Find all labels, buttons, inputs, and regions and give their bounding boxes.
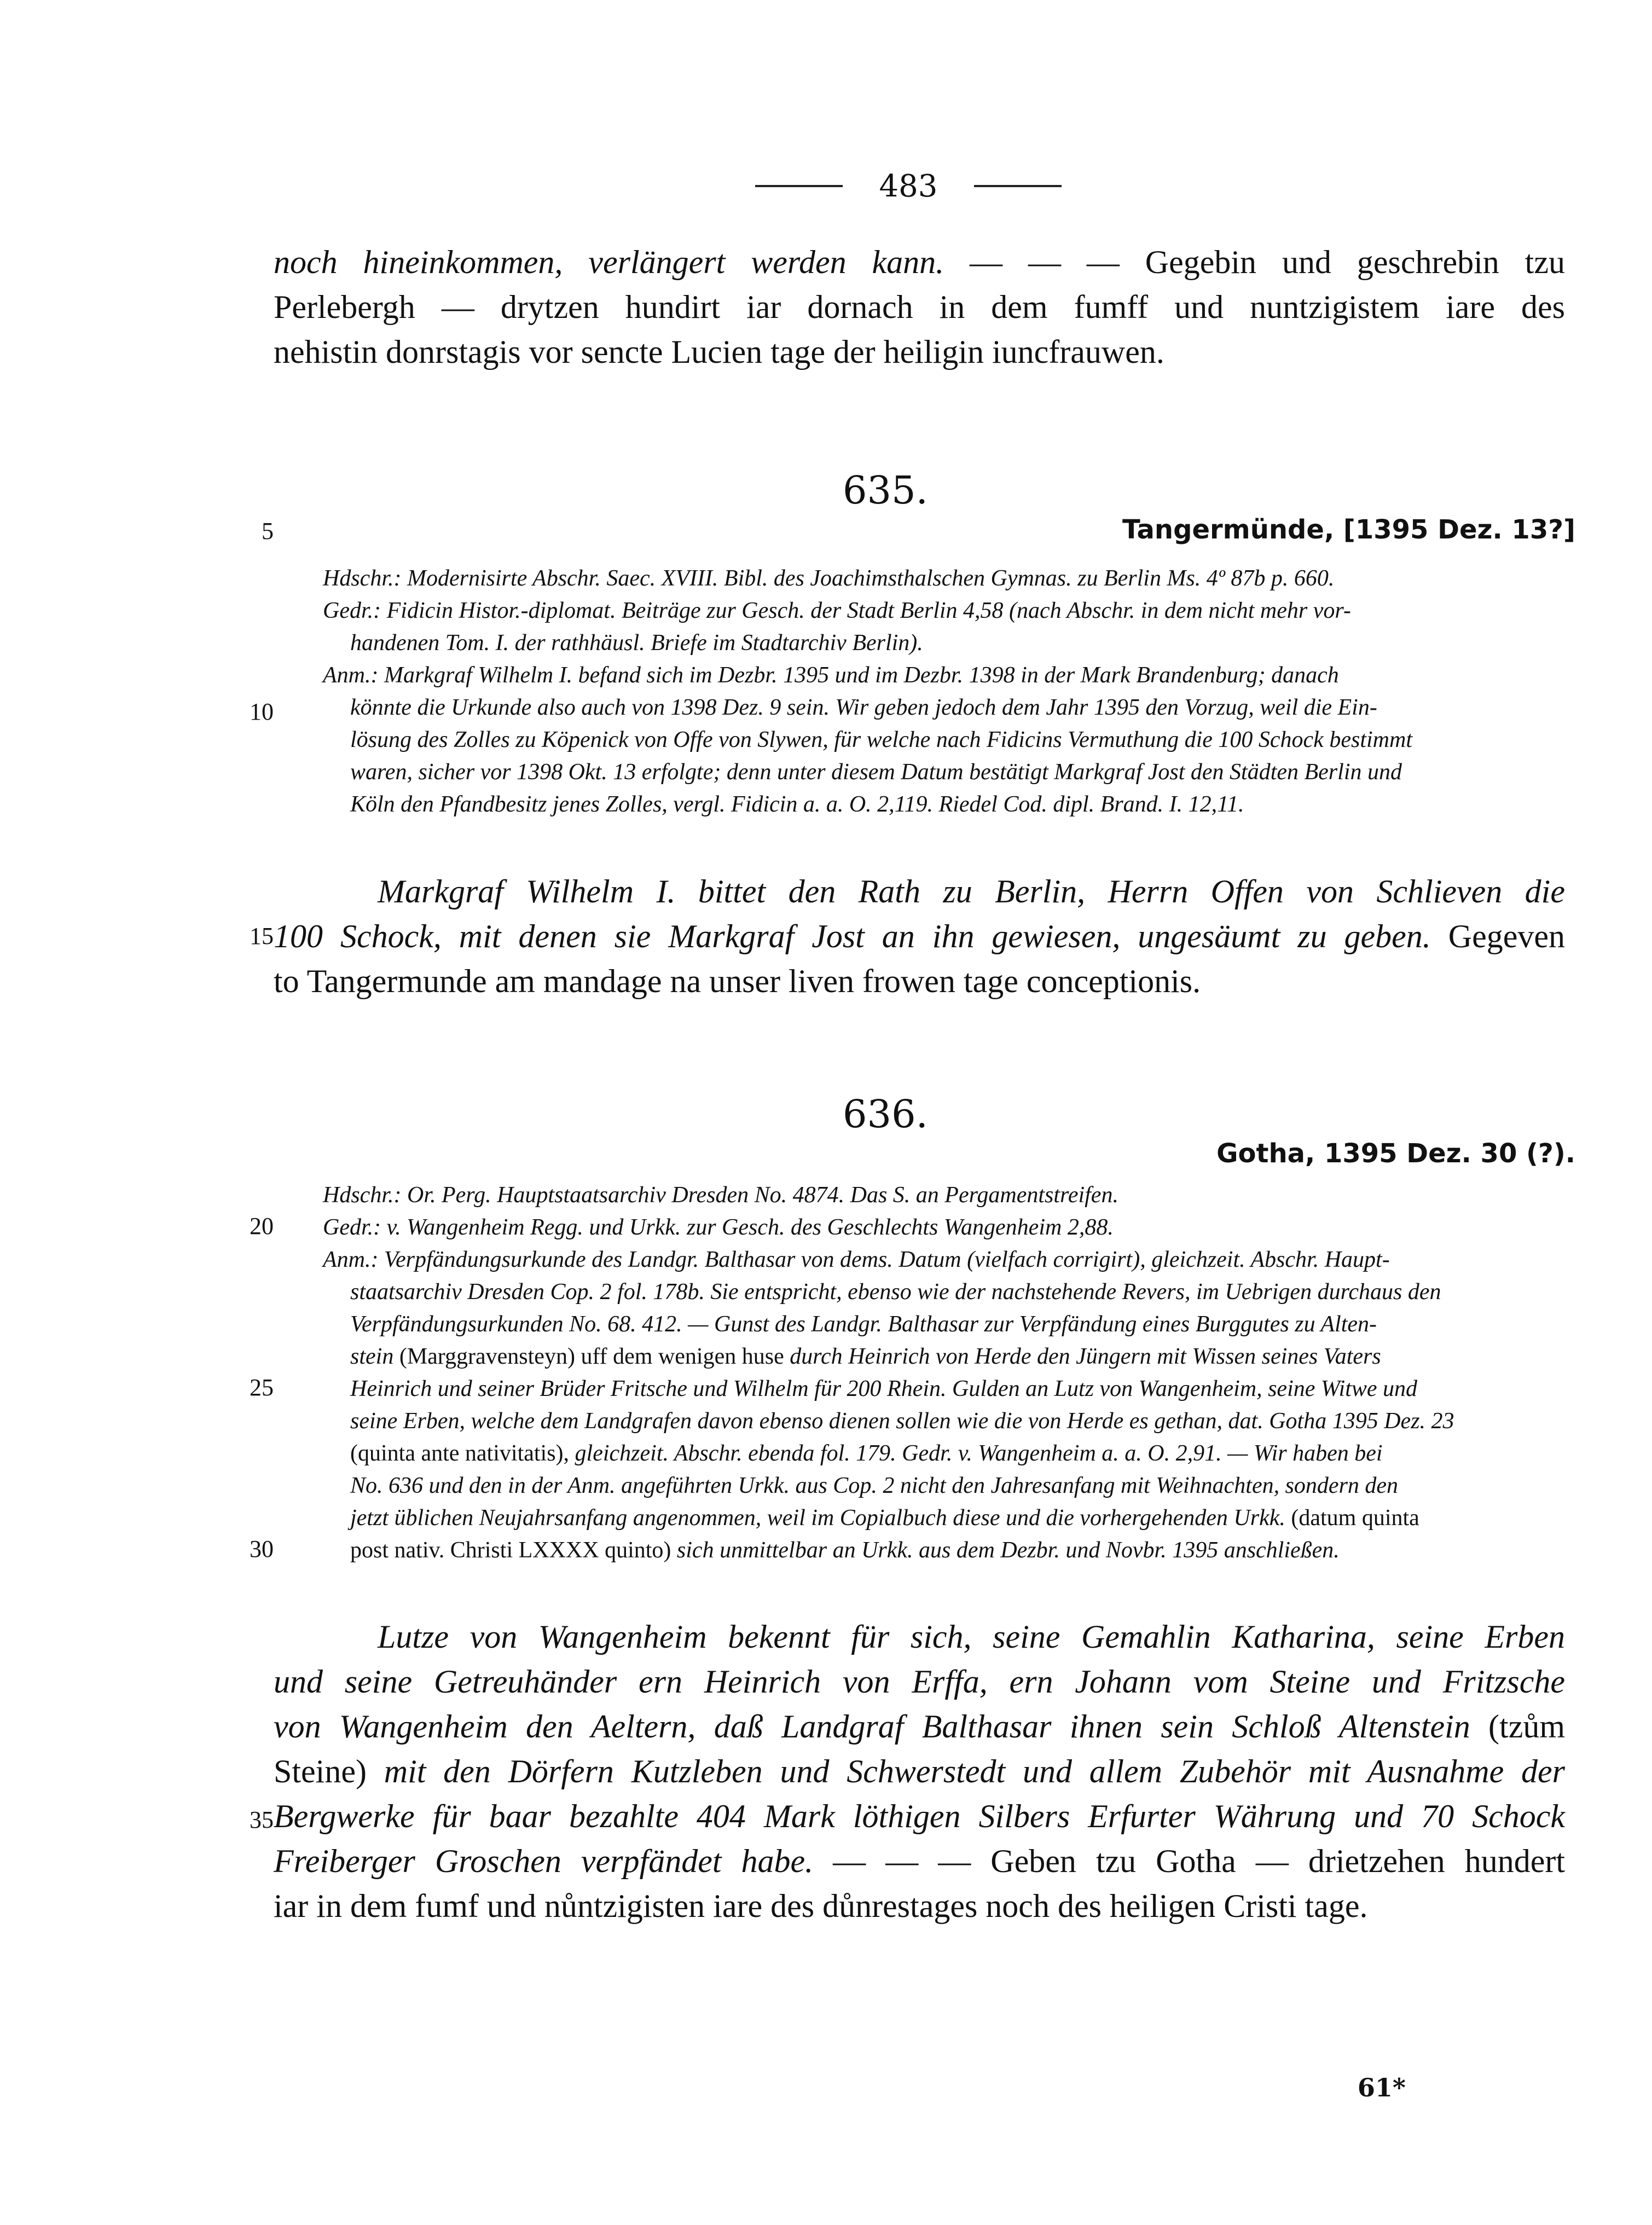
- regest-line-3: von Wangenheim den Aeltern, daß Landgraf Balthasar ihnen sein Schloß Altenstein (tzům: [274, 1708, 1566, 1745]
- regest-line-3: to Tangermunde am mandage na unser liven frowen tage conceptionis.: [274, 963, 1201, 999]
- apparatus-line: Anm.: Verpfändungsurkunde des Landgr. Balthasar von dems. Datum (vielfach corrigirt), gleichzeit. Abschr. Haupt-: [323, 1247, 1390, 1272]
- regest-line-2: 100 Schock, mit denen sie Markgraf Jost an ihn gewiesen, ungesäumt zu geben. Gegeven: [274, 918, 1565, 954]
- apparatus-line: staatsarchiv Dresden Cop. 2 fol. 178b. Sie entspricht, ebenso wie der nachstehende Revers, im Uebrigen durchaus den: [350, 1279, 1441, 1305]
- doc-636-number: 636.: [843, 1092, 928, 1137]
- apparatus-line: seine Erben, welche dem Landgrafen davon ebenso dienen sollen wie die von Herde es gethan, dat. Gotha 1395 Dez. 23: [350, 1409, 1454, 1434]
- apparatus-line: Verpfändungsurkunden No. 68. 412. — Gunst des Landgr. Balthasar zur Verpfändung eines Burggutes zu Alten-: [350, 1312, 1377, 1337]
- doc-636-apparatus: [323, 1179, 1565, 1567]
- line-number: 20: [250, 1213, 274, 1239]
- regest-line-4: Steine) mit den Dörfern Kutzleben und Schwerstedt und allem Zubehör mit Ausnahme der: [274, 1753, 1566, 1789]
- doc-635-apparatus: [323, 563, 1565, 821]
- apparatus-line: könnte die Urkunde also auch von 1398 Dez. 9 sein. Wir geben jedoch dem Jahr 1395 den Vorzug, weil die Ein-: [350, 695, 1377, 720]
- page-number: 483: [879, 168, 938, 204]
- apparatus-line: stein (Marggravensteyn) uff dem wenigen huse durch Heinrich von Herde den Jüngern mit Wissen seines Vaters: [350, 1344, 1381, 1369]
- apparatus-line: Heinrich und seiner Brüder Fritsche und Wilhelm für 200 Rhein. Gulden an Lutz von Wangenheim, seine Witwe und: [350, 1376, 1418, 1401]
- intro-line-1: noch hineinkommen, verlängert werden kann. — — — Gegebin und geschrebin tzu: [274, 244, 1565, 280]
- regest-line-6: Freiberger Groschen verpfändet habe. — — — Geben tzu Gotha — drietzehen hundert: [274, 1843, 1565, 1879]
- regest-line-2: und seine Getreuhänder ern Heinrich von Erffa, ern Johann vom Steine und Fritzsche: [274, 1664, 1565, 1700]
- apparatus-line: waren, sicher vor 1398 Okt. 13 erfolgte; denn unter diesem Datum bestätigt Markgraf Jost den Städten Berlin und: [350, 760, 1402, 785]
- line-number: 10: [250, 698, 274, 725]
- apparatus-line: Gedr.: v. Wangenheim Regg. und Urkk. zur Gesch. des Geschlechts Wangenheim 2,88.: [323, 1215, 1114, 1240]
- line-number: 25: [250, 1374, 274, 1401]
- apparatus-line: jetzt üblichen Neujahrsanfang angenommen, weil im Copialbuch diese und die vorhergehenden Urkk. (datum quinta: [350, 1505, 1419, 1531]
- line-number: 15: [250, 923, 274, 949]
- apparatus-line: Köln den Pfandbesitz jenes Zolles, vergl. Fidicin a. a. O. 2,119. Riedel Cod. dipl. Brand. I. 12,11.: [350, 792, 1244, 817]
- intro-paragraph: [274, 240, 1565, 374]
- regest-line-7: iar in dem fumf und nůntzigisten iare des důnrestages noch des heiligen Cristi tage.: [274, 1888, 1368, 1924]
- page-header: [755, 164, 1062, 208]
- header-rule-left: [755, 185, 843, 187]
- regest-line-1: Lutze von Wangenheim bekennt für sich, seine Gemahlin Katharina, seine Erben: [378, 1619, 1565, 1655]
- apparatus-line: No. 636 und den in der Anm. angeführten Urkk. aus Cop. 2 nicht den Jahresanfang mit Weihnachten, sondern den: [350, 1473, 1399, 1498]
- apparatus-line: lösung des Zolles zu Köpenick von Offe von Slywen, für welche nach Fidicins Vermuthung die 100 Schock bestimmt: [350, 727, 1412, 752]
- header-rule-right: [974, 185, 1062, 187]
- intro-line-3: nehistin donrstagis vor sencte Lucien tage der heiligin iuncfrauwen.: [274, 334, 1164, 370]
- doc-635-place-date: Tangermünde, [1395 Dez. 13?]: [1122, 514, 1575, 545]
- apparatus-line: Gedr.: Fidicin Histor.-diplomat. Beiträge zur Gesch. der Stadt Berlin 4,58 (nach Abschr. in dem nicht mehr vor-: [323, 598, 1351, 623]
- apparatus-line: Hdschr.: Or. Perg. Hauptstaatsarchiv Dresden No. 4874. Das S. an Pergamentstreifen.: [323, 1183, 1118, 1208]
- apparatus-line: handenen Tom. I. der rathhäusl. Briefe im Stadtarchiv Berlin).: [350, 630, 923, 656]
- doc-635-regest: [274, 869, 1565, 1004]
- doc-635-number: 635.: [843, 468, 928, 513]
- signature-mark: 61*: [1357, 2073, 1406, 2102]
- apparatus-line: (quinta ante nativitatis), gleichzeit. Abschr. ebenda fol. 179. Gedr. v. Wangenheim a. a. O. 2,91. — Wir haben bei: [350, 1441, 1383, 1466]
- doc-636-regest: [274, 1614, 1565, 1928]
- regest-line-1: Markgraf Wilhelm I. bittet den Rath zu Berlin, Herrn Offen von Schlieven die: [378, 873, 1565, 909]
- line-number: 30: [250, 1536, 274, 1562]
- apparatus-line: post nativ. Christi LXXXX quinto) sich unmittelbar an Urkk. aus dem Dezbr. und Novbr. 1395 anschließen.: [350, 1538, 1340, 1563]
- regest-line-5: Bergwerke für baar bezahlte 404 Mark löthigen Silbers Erfurter Währung und 70 Schock: [274, 1798, 1565, 1834]
- intro-line-2: Perlebergh — drytzen hundirt iar dornach in dem fumff und nuntzigistem iare des: [274, 289, 1565, 325]
- apparatus-line: Anm.: Markgraf Wilhelm I. befand sich im Dezbr. 1395 und im Dezbr. 1398 in der Mark Brandenburg; danach: [323, 663, 1339, 688]
- line-number: 5: [262, 518, 274, 544]
- apparatus-line: Hdschr.: Modernisirte Abschr. Saec. XVIII. Bibl. des Joachimsthalschen Gymnas. zu Berlin Ms. 4º 87b p. 660.: [323, 566, 1335, 591]
- doc-636-place-date: Gotha, 1395 Dez. 30 (?).: [1216, 1138, 1575, 1169]
- line-number: 35: [250, 1806, 274, 1833]
